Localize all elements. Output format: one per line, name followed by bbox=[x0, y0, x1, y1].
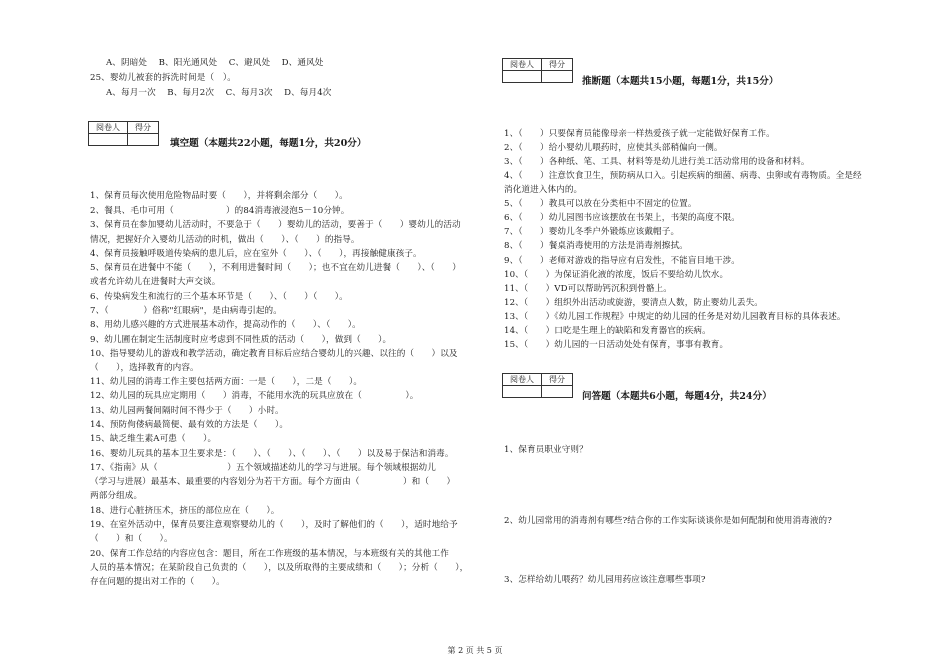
section-title-qa: 问答题（本题共6小题，每题4分，共24分） bbox=[582, 391, 772, 402]
question-line: 2、（ ）给小婴幼儿喂药时，应使其头部稍偏向一侧。 bbox=[504, 143, 723, 153]
question-line: 18、进行心脏挤压术，挤压的部位应在（ ）。 bbox=[90, 506, 280, 516]
score-cell bbox=[542, 386, 573, 398]
question-line: 情况，把握好介入婴幼儿活动的时机，做出（ ）、（ ）的指导。 bbox=[90, 235, 360, 245]
question-line: 4、保育员接触呼吸道传染病的患儿后，应在室外（ ）、（ ），再接触健康孩子。 bbox=[90, 249, 422, 259]
question-line: 6、（ ）幼儿园图书应该摆放在书架上，书架的高度不限。 bbox=[504, 213, 740, 223]
question-line: 13、幼儿园两餐间隔时间不得少于（ ）小时。 bbox=[90, 406, 284, 416]
page-footer: 第 2 页 共 5 页 bbox=[447, 646, 503, 655]
question-line: 或者允许幼儿在进餐时大声交谈。 bbox=[90, 277, 221, 287]
question-line: 存在问题的提出对工作的（ ）。 bbox=[90, 577, 225, 587]
question-line: 消化道进入体内的。 bbox=[504, 185, 583, 195]
question-line: 20、保育工作总结的内容应包含：题目，所在工作班级的基本情况，与本班级有关的其他工作 bbox=[90, 549, 449, 559]
question-line: 7、（ ）婴幼儿冬季户外锻炼应该戴帽子。 bbox=[504, 227, 680, 237]
option-line: A、阴暗处 B、阳光通风处 C、避风处 D、通风处 bbox=[106, 58, 324, 68]
question-line: 4、（ ）注意饮食卫生，预防病从口入。引起疾病的细菌、病毒、虫卵或有毒物质。全是经 bbox=[504, 171, 862, 181]
question-line: 11、（ ）VD可以帮助钙沉积到骨骼上。 bbox=[504, 284, 672, 294]
question-line: 2、幼儿园常用的消毒剂有哪些?结合你的工作实际谈谈你是如何配制和使用消毒液的? bbox=[504, 516, 832, 526]
question-line: 1、（ ）只要保育员能像母亲一样热爱孩子就一定能做好保育工作。 bbox=[504, 129, 775, 139]
question-line: 12、幼儿园的玩具应定期用（ ）消毒，不能用水洗的玩具应放在（ ）。 bbox=[90, 391, 419, 401]
question-line: （学习与进展）最基本、最重要的内容划分为若干方面。每个方面由（ ）和（ ） bbox=[90, 477, 456, 487]
question-line: 14、（ ）口吃是生理上的缺陷和发育器官的疾病。 bbox=[504, 326, 711, 336]
section-title-judge: 推断题（本题共15小题，每题1分，共15分） bbox=[582, 76, 779, 87]
question-line: 3、怎样给幼儿喂药？幼儿园用药应该注意哪些事项? bbox=[504, 575, 706, 585]
score-cell bbox=[128, 134, 159, 146]
question-line: 3、保育员在参加婴幼儿活动时，不要急于（ ）婴幼儿的活动，要善于（ ）婴幼儿的活动 bbox=[90, 220, 461, 230]
question-line: 15、缺乏维生素A可患（ ）。 bbox=[90, 434, 217, 444]
question-line: 2、餐具、毛巾可用（ ）的84消毒液浸泡5－10分钟。 bbox=[90, 206, 350, 216]
question-line: 10、（ ）为保证消化液的浓度，饭后不要给幼儿饮水。 bbox=[504, 270, 729, 280]
reviewer-cell bbox=[89, 134, 128, 146]
question-line: 25、婴幼儿被套的拆洗时间是（ ）。 bbox=[90, 73, 236, 83]
question-line: 16、婴幼儿玩具的基本卫生要求是：（ ）、（ ）、（ ）、（ ）以及易于保洁和消毒。 bbox=[90, 449, 454, 459]
score-box-qa bbox=[502, 373, 573, 398]
question-line: 14、预防佝偻病最简便、最有效的方法是（ ）。 bbox=[90, 420, 289, 430]
question-line: 3、（ ）各种纸、笔、工具、材料等是幼儿进行美工活动常用的设备和材料。 bbox=[504, 157, 810, 167]
question-line: 12、（ ）组织外出活动或旋游，要清点人数，防止婴幼儿丢失。 bbox=[504, 298, 763, 308]
question-line: 5、保育员在进餐中不能（ ），不利用进餐时间（ ）；也不宜在幼儿进餐（ ）、（ ） bbox=[90, 263, 461, 273]
question-line: 13、（ ）《幼儿园工作规程》中规定的幼儿园的任务是对幼儿园教育目标的具体表述。 bbox=[504, 312, 846, 322]
reviewer-label: 阅卷人 bbox=[503, 374, 542, 386]
question-line: （ ）和（ ）。 bbox=[90, 534, 173, 544]
question-line: 8、用幼儿感兴趣的方式进展基本动作，提高动作的（ ）、（ ）。 bbox=[90, 320, 361, 330]
reviewer-label: 阅卷人 bbox=[89, 122, 128, 134]
score-cell bbox=[542, 71, 573, 83]
question-line: 19、在室外活动中，保育员要注意观察婴幼儿的（ ），及时了解他们的（ ），适时地给予 bbox=[90, 520, 458, 530]
question-line: 9、（ ）老师对游戏的指导应有启发性，不能盲目地干涉。 bbox=[504, 256, 740, 266]
score-box-fill bbox=[88, 121, 159, 146]
question-line: 1、保育员每次使用危险物品时要（ ），并将剩余部分（ ）。 bbox=[90, 191, 348, 201]
question-line: （ ），选择教育的内容。 bbox=[90, 363, 199, 373]
question-line: 11、幼儿园的消毒工作主要包括两方面：一是（ ），二是（ ）。 bbox=[90, 377, 363, 387]
score-label: 得分 bbox=[542, 374, 573, 386]
question-line: 人员的基本情况；在某阶段自己负责的（ ），以及所取得的主要成绩和（ ）；分析（ ）， bbox=[90, 563, 469, 573]
option-line: A、每月一次 B、每月2次 C、每月3次 D、每月4次 bbox=[106, 88, 332, 98]
question-line: 10、指导婴幼儿的游戏和教学活动，确定教育目标后应结合婴幼儿的兴趣、以往的（ ）以及 bbox=[90, 349, 458, 359]
reviewer-cell bbox=[503, 71, 542, 83]
score-box-judge bbox=[502, 58, 573, 83]
score-label: 得分 bbox=[128, 122, 159, 134]
section-title-fill: 填空题（本题共22小题，每题1分，共20分） bbox=[170, 138, 367, 149]
question-line: 5、（ ）教具可以放在分类柜中不固定的位置。 bbox=[504, 199, 697, 209]
question-line: 17、《指南》从（ ）五个领域描述幼儿的学习与进展。每个领域根据幼儿 bbox=[90, 463, 436, 473]
question-line: 15、（ ）幼儿园的一日活动处处有保育，事事有教育。 bbox=[504, 340, 729, 350]
question-line: 8、（ ）餐桌消毒使用的方法是消毒剂擦拭。 bbox=[504, 241, 688, 251]
question-line: 两部分组成。 bbox=[90, 491, 143, 501]
question-line: 9、幼儿圃在制定生活制度时应考虑到不同性质的活动（ ），做到（ ）。 bbox=[90, 335, 392, 345]
reviewer-cell bbox=[503, 386, 542, 398]
score-label: 得分 bbox=[542, 59, 573, 71]
question-line: 6、传染病发生和流行的三个基本环节是（ ）、（ ）（ ）。 bbox=[90, 292, 348, 302]
reviewer-label: 阅卷人 bbox=[503, 59, 542, 71]
question-line: 7、（ ）俗称"红眼病"，是由病毒引起的。 bbox=[90, 306, 282, 316]
question-line: 1、保育员职业守则？ bbox=[504, 445, 588, 455]
